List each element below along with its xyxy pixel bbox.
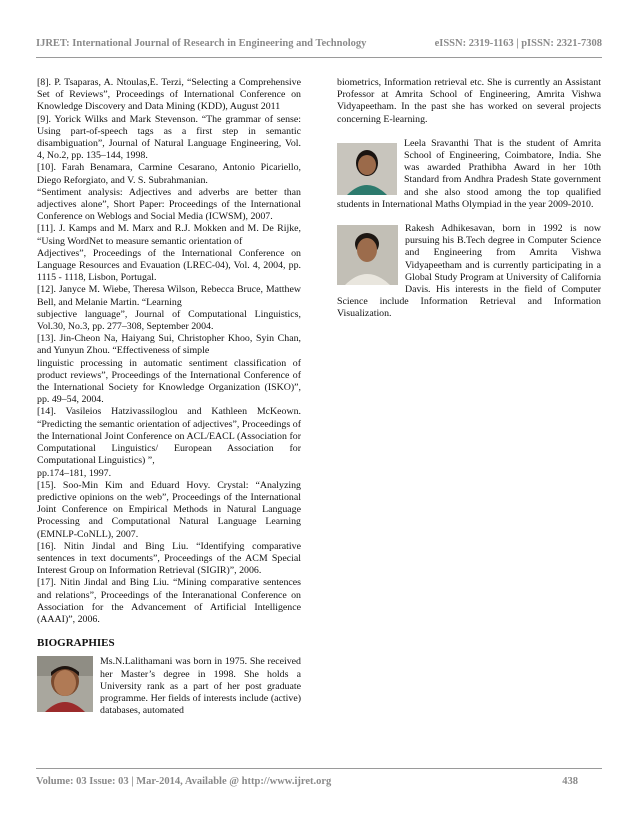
reference-8: [8]. P. Tsaparas, A. Ntoulas,E. Terzi, “Selecting a Comprehensive Set of Reviews”, Proceedings of International Conference on Knowledge Discovery and Data Mining (KDD), August 2011	[37, 77, 301, 113]
reference-15: [15]. Soo-Min Kim and Eduard Hovy. Crystal: “Analyzing predictive opinions on the web”, Proceedings of the International Joint Conference on Empirical Methods in Natural Language Processing and Computational Natural Language Learning (EMNLP-CoNLL), 2007.	[37, 479, 301, 540]
reference-10-cont: “Sentiment analysis: Adjectives and adverbs are better than adjectives alone”, Short Paper: Proceedings of the International Conference on Weblogs and Social Media (ICWSM), 2007.	[37, 186, 301, 223]
reference-14: [14]. Vasileios Hatzivassiloglou and Kathleen McKeown. “Predicting the semantic orientation of adjectives”, Proceedings of the International Joint Conference on ACL/EACL (Association for Computational Linguistics/ European Association for Computational Linguistics) ”,	[37, 406, 301, 467]
reference-9: [9]. Yorick Wilks and Mark Stevenson. “The grammar of sense: Using part-of-speech tags as a first step in semantic disambiguation”, Journal of Natural Language Engineering, Vol. 4, No.2, pp. 135–144, 1998.	[37, 113, 301, 162]
bio-rakesh	[337, 223, 601, 321]
biographies-heading: BIOGRAPHIES	[37, 637, 115, 650]
bio-leela-text: Leela Sravanthi That is the student of Amrita School of Engineering, Coimbatore, India. She was awarded Prathibha Award in her 10th Standard from Andhra Pradesh State government and she also stood among the top qualified students in International Maths Olympiad in the year 2009-2010.	[337, 137, 601, 210]
bio-lalithamani	[37, 656, 301, 717]
header-rule	[36, 57, 602, 58]
reference-12: [12]. Janyce M. Wiebe, Theresa Wilson, Rebecca Bruce, Matthew Bell, and Melanie Martin. “Learning	[37, 284, 301, 308]
lalithamani-photo	[37, 656, 93, 712]
bio-lalithamani-text: Ms.N.Lalithamani was born in 1975. She received her Master’s degree in 1998. She holds a University rank as a part of her post graduate programme. Her fields of interests include (active) databases, automated	[100, 656, 301, 717]
reference-11-cont: Adjectives”, Proceedings of the International Conference on Language Resources and Evauation (LREC-04), Vol. 4, 2004, pp. 1115 - 1118, Lisbon, Portugal.	[37, 247, 301, 284]
reference-13-cont: linguistic processing in automatic sentiment classification of product reviews”, Proceedings of the International Conference of the International Society for Knowledge Organization (ISKO)”, pp. 49–54, 2004.	[37, 357, 301, 406]
reference-16: [16]. Nitin Jindal and Bing Liu. “Identifying comparative sentences in text documents”, Proceedings of the ACM Special Interest Group on Information Retrieval (SIGIR)”, 2006.	[37, 540, 301, 577]
right-column	[337, 77, 601, 321]
page-footer	[36, 776, 602, 787]
reference-14-cont: pp.174–181, 1997.	[37, 467, 112, 479]
left-column	[37, 77, 301, 717]
reference-11: [11]. J. Kamps and M. Marx and R.J. Mokken and M. De Rijke, “Using WordNet to measure semantic orientation of	[37, 223, 301, 247]
footer-rule	[36, 768, 602, 769]
reference-13: [13]. Jin-Cheon Na, Haiyang Sui, Christopher Khoo, Syin Chan, and Yunyun Zhou. “Effectiveness of simple	[37, 333, 301, 357]
rakesh-photo	[337, 225, 398, 285]
reference-12-cont: subjective language”, Journal of Computational Linguistics, Vol.30, No.3, pp. 277–308, September 2004.	[37, 308, 301, 333]
reference-17: [17]. Nitin Jindal and Bing Liu. “Mining comparative sentences and relations”, Proceedings of the Interanational Conference on Association for the Advancement of Artificial Intelligence (AAAI)”, 2006.	[37, 577, 301, 625]
issn-info: eISSN: 2319-1163 | pISSN: 2321-7308	[434, 38, 602, 49]
volume-info: Volume: 03 Issue: 03 | Mar-2014, Available @ http://www.ijret.org	[36, 776, 332, 787]
leela-photo	[337, 143, 397, 195]
reference-10: [10]. Farah Benamara, Carmine Cesarano, Antonio Picariello, Diego Reforgiato, and V. S. Subrahmanian.	[37, 162, 301, 186]
bio-lalithamani-text-cont: biometrics, Information retrieval etc. She is currently an Assistant Professor at Amrita School of Engineering, Amrita Vishwa Vidyapeetham. In the past she has worked on several projects concerning E-learning.	[337, 77, 601, 125]
page-number: 438	[562, 776, 578, 787]
bio-leela	[337, 138, 601, 211]
bio-rakesh-text: Rakesh Adhikesavan, born in 1992 is now pursuing his B.Tech degree in Computer Science and Engineering from Amrita Vishwa Vidyapeetham and is currently participating in a Global Study Program at University of California Davis. His interests in the field of Computer Science include Information Retrieval and Information Visualization.	[337, 223, 601, 320]
journal-name: IJRET: International Journal of Research in Engineering and Technology	[36, 38, 367, 49]
